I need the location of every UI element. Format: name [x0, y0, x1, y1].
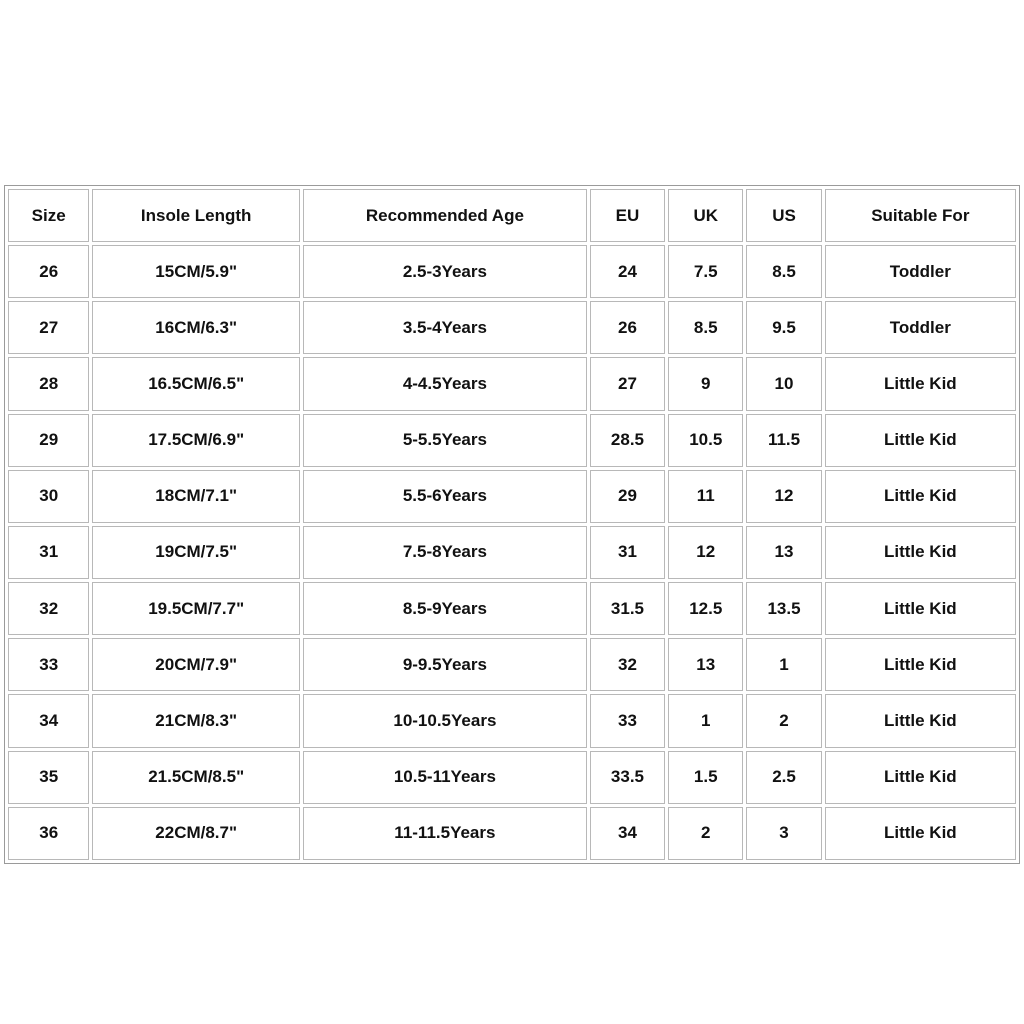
- cell-recommended-age: 9-9.5Years: [303, 638, 587, 691]
- cell-size: 26: [8, 245, 89, 298]
- cell-us: 9.5: [746, 301, 821, 354]
- cell-us: 3: [746, 807, 821, 860]
- cell-recommended-age: 5-5.5Years: [303, 414, 587, 467]
- cell-eu: 31: [590, 526, 665, 579]
- cell-us: 12: [746, 470, 821, 523]
- cell-us: 10: [746, 357, 821, 410]
- table-row: [8, 470, 1016, 523]
- header-uk: UK: [668, 189, 743, 242]
- cell-uk: 7.5: [668, 245, 743, 298]
- cell-eu: 26: [590, 301, 665, 354]
- header-suitable-for: Suitable For: [825, 189, 1016, 242]
- cell-us: 2: [746, 694, 821, 747]
- size-chart-table: [4, 185, 1020, 864]
- cell-suitable-for: Little Kid: [825, 470, 1016, 523]
- cell-uk: 11: [668, 470, 743, 523]
- cell-uk: 9: [668, 357, 743, 410]
- table-row: [8, 301, 1016, 354]
- cell-insole-length: 17.5CM/6.9": [92, 414, 300, 467]
- cell-suitable-for: Little Kid: [825, 694, 1016, 747]
- header-size: Size: [8, 189, 89, 242]
- table-row: [8, 245, 1016, 298]
- table-row: [8, 414, 1016, 467]
- cell-size: 34: [8, 694, 89, 747]
- cell-recommended-age: 2.5-3Years: [303, 245, 587, 298]
- cell-eu: 33.5: [590, 751, 665, 804]
- cell-us: 13: [746, 526, 821, 579]
- cell-eu: 27: [590, 357, 665, 410]
- cell-us: 1: [746, 638, 821, 691]
- cell-recommended-age: 7.5-8Years: [303, 526, 587, 579]
- cell-size: 29: [8, 414, 89, 467]
- table-row: [8, 807, 1016, 860]
- cell-recommended-age: 11-11.5Years: [303, 807, 587, 860]
- table-row: [8, 357, 1016, 410]
- cell-uk: 13: [668, 638, 743, 691]
- cell-size: 36: [8, 807, 89, 860]
- cell-uk: 1: [668, 694, 743, 747]
- header-insole-length: Insole Length: [92, 189, 300, 242]
- cell-insole-length: 15CM/5.9": [92, 245, 300, 298]
- cell-size: 35: [8, 751, 89, 804]
- table-row: [8, 694, 1016, 747]
- cell-suitable-for: Little Kid: [825, 807, 1016, 860]
- cell-size: 28: [8, 357, 89, 410]
- cell-eu: 32: [590, 638, 665, 691]
- cell-size: 30: [8, 470, 89, 523]
- table-row: [8, 751, 1016, 804]
- cell-uk: 2: [668, 807, 743, 860]
- cell-recommended-age: 3.5-4Years: [303, 301, 587, 354]
- cell-uk: 12: [668, 526, 743, 579]
- cell-insole-length: 21CM/8.3": [92, 694, 300, 747]
- cell-suitable-for: Little Kid: [825, 357, 1016, 410]
- cell-uk: 12.5: [668, 582, 743, 635]
- table-row: [8, 582, 1016, 635]
- cell-us: 8.5: [746, 245, 821, 298]
- cell-us: 13.5: [746, 582, 821, 635]
- cell-insole-length: 18CM/7.1": [92, 470, 300, 523]
- cell-insole-length: 16CM/6.3": [92, 301, 300, 354]
- cell-suitable-for: Toddler: [825, 301, 1016, 354]
- cell-suitable-for: Little Kid: [825, 526, 1016, 579]
- cell-insole-length: 21.5CM/8.5": [92, 751, 300, 804]
- header-row: [8, 189, 1016, 242]
- table-row: [8, 638, 1016, 691]
- cell-suitable-for: Little Kid: [825, 582, 1016, 635]
- cell-insole-length: 16.5CM/6.5": [92, 357, 300, 410]
- table-row: [8, 526, 1016, 579]
- header-us: US: [746, 189, 821, 242]
- cell-size: 32: [8, 582, 89, 635]
- cell-recommended-age: 10-10.5Years: [303, 694, 587, 747]
- header-eu: EU: [590, 189, 665, 242]
- cell-uk: 1.5: [668, 751, 743, 804]
- cell-size: 31: [8, 526, 89, 579]
- cell-eu: 28.5: [590, 414, 665, 467]
- cell-eu: 33: [590, 694, 665, 747]
- cell-recommended-age: 5.5-6Years: [303, 470, 587, 523]
- cell-insole-length: 20CM/7.9": [92, 638, 300, 691]
- cell-suitable-for: Little Kid: [825, 751, 1016, 804]
- cell-uk: 10.5: [668, 414, 743, 467]
- cell-suitable-for: Little Kid: [825, 638, 1016, 691]
- header-recommended-age: Recommended Age: [303, 189, 587, 242]
- cell-size: 33: [8, 638, 89, 691]
- cell-recommended-age: 8.5-9Years: [303, 582, 587, 635]
- cell-insole-length: 22CM/8.7": [92, 807, 300, 860]
- cell-eu: 31.5: [590, 582, 665, 635]
- cell-uk: 8.5: [668, 301, 743, 354]
- cell-eu: 29: [590, 470, 665, 523]
- cell-insole-length: 19CM/7.5": [92, 526, 300, 579]
- cell-size: 27: [8, 301, 89, 354]
- cell-suitable-for: Little Kid: [825, 414, 1016, 467]
- cell-us: 2.5: [746, 751, 821, 804]
- cell-eu: 24: [590, 245, 665, 298]
- cell-recommended-age: 10.5-11Years: [303, 751, 587, 804]
- cell-us: 11.5: [746, 414, 821, 467]
- cell-eu: 34: [590, 807, 665, 860]
- cell-insole-length: 19.5CM/7.7": [92, 582, 300, 635]
- cell-suitable-for: Toddler: [825, 245, 1016, 298]
- cell-recommended-age: 4-4.5Years: [303, 357, 587, 410]
